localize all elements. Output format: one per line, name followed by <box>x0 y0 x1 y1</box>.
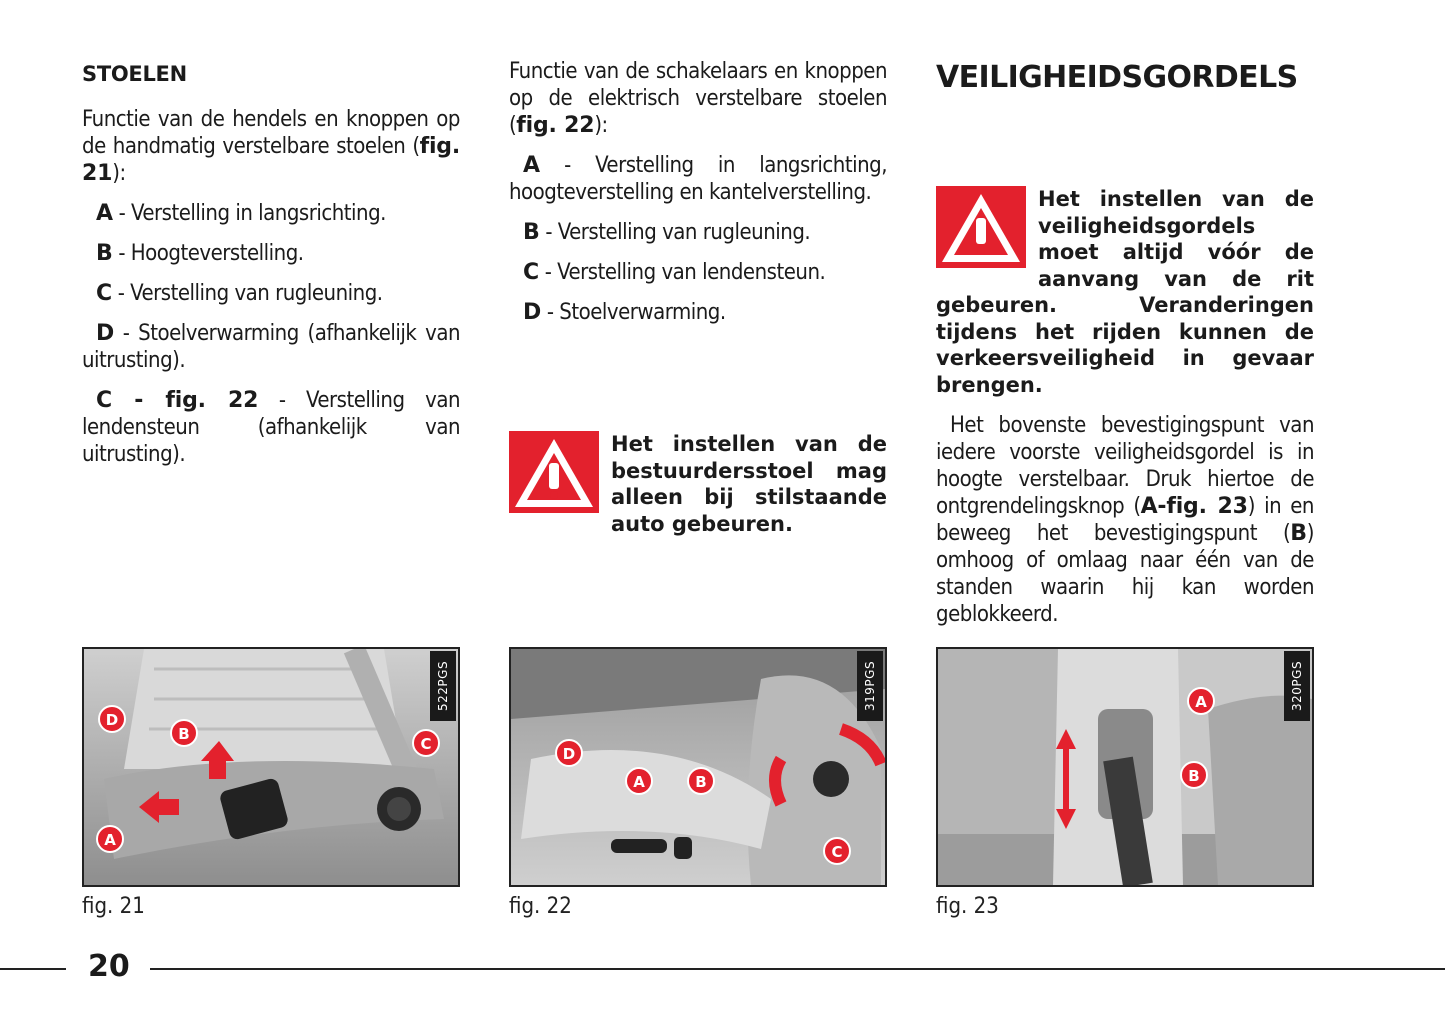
intro-text: Functie van de hendels en knoppen op de handmatig verstelbare stoelen ( <box>82 107 460 159</box>
body-text: Het bovenste bevestigingspunt van iedere voorste veiligheidsgordel is in hoogte verstelbaar. Druk hiertoe de ontgrendelingsknop ( <box>936 413 1314 519</box>
callout-b-icon <box>171 720 197 746</box>
callout-b-icon <box>1181 762 1207 788</box>
svg-text:D: D <box>562 745 576 763</box>
list-item <box>82 240 460 267</box>
column-veiligheidsgordels <box>936 58 1314 628</box>
column-stoelen-manual <box>82 58 460 468</box>
item-key: B <box>96 241 113 266</box>
warning-text: Het instellen van de veiligheidsgordels moet altijd vóór de aanvang van de rit gebeuren. Veranderingen tijdens het rijden kunnen de verkeersveiligheid in gevaar brengen. <box>936 187 1314 397</box>
figure-21-caption: fig. 21 <box>82 894 145 919</box>
item-text: - Verstelling in langsrichting, hoogteverstelling en kantelverstelling. <box>509 153 887 205</box>
intro-electric <box>509 58 887 139</box>
footer-rule-left <box>0 968 66 970</box>
section-heading-stoelen: STOELEN <box>82 62 187 86</box>
callout-d-icon <box>99 706 125 732</box>
warning-triangle-icon <box>509 431 599 513</box>
intro-manual <box>82 106 460 187</box>
svg-text:D: D <box>105 711 119 729</box>
figure-ref: fig. 21 <box>82 134 460 186</box>
figure-22-caption: fig. 22 <box>509 894 572 919</box>
list-item <box>509 152 887 206</box>
list-item <box>509 259 887 286</box>
body-text: ) in en beweeg het bevestigingspunt ( <box>936 494 1314 546</box>
svg-text:A: A <box>633 773 645 791</box>
item-text: - Verstelling van lendensteun (afhankelijk van uitrusting). <box>82 388 460 467</box>
figure-code: 522PGS <box>430 651 456 721</box>
item-text: - Verstelling in langsrichting. <box>112 201 386 226</box>
figure-23-caption: fig. 23 <box>936 894 999 919</box>
item-key: A <box>523 153 540 178</box>
figure-ref: A-fig. 23 <box>1140 494 1248 519</box>
item-key: B <box>523 220 540 245</box>
warning-text: Het instellen van de bestuurdersstoel mag alleen bij stilstaande auto gebeuren. <box>611 432 887 536</box>
list-item <box>509 219 887 246</box>
list-item <box>509 299 887 326</box>
warning-seat <box>509 431 887 537</box>
svg-text:C: C <box>420 735 432 753</box>
svg-text:C: C <box>831 843 843 861</box>
callout-a-icon <box>626 768 652 794</box>
arrow-icon <box>775 759 781 804</box>
figure-23-photo <box>936 647 1314 887</box>
figure-21-photo <box>82 647 460 887</box>
svg-text:B: B <box>695 773 707 791</box>
warning-triangle-icon <box>936 186 1026 268</box>
svg-text:B: B <box>1188 767 1200 785</box>
callout-c-icon <box>824 838 850 864</box>
callout-d-icon <box>556 740 582 766</box>
svg-text:B: B <box>178 725 190 743</box>
warning-belts <box>936 186 1314 398</box>
item-text: - Hoogteverstelling. <box>112 241 304 266</box>
list-item-extra <box>82 387 460 468</box>
body-text: ) omhoog of omlaag naar één van de standen waarin hij kan worden geblokkeerd. <box>936 521 1314 627</box>
figure-code: 319PGS <box>857 651 883 721</box>
footer-rule-right <box>150 968 1445 970</box>
item-key: C - fig. 22 <box>96 388 259 413</box>
item-key: C <box>523 260 539 285</box>
item-key: D <box>523 300 542 325</box>
item-key: A <box>96 201 113 226</box>
intro-text: Functie van de schakelaars en knoppen op de elektrisch verstelbare stoelen ( <box>509 59 887 138</box>
callout-ref: B <box>1290 521 1307 546</box>
item-text: - Stoelverwarming. <box>541 300 726 325</box>
figure-code: 320PGS <box>1284 651 1310 721</box>
item-key: C <box>96 281 112 306</box>
callout-b-icon <box>688 768 714 794</box>
callout-a-icon <box>97 826 123 852</box>
list-item <box>82 280 460 307</box>
svg-text:A: A <box>104 831 116 849</box>
page-number: 20 <box>88 949 130 984</box>
section-heading-gordels: VEILIGHEIDSGORDELS <box>936 60 1298 95</box>
intro-text-end: ): <box>594 113 608 138</box>
list-item <box>82 320 460 374</box>
body-gordels <box>936 412 1314 628</box>
item-text: - Verstelling van rugleuning. <box>539 220 811 245</box>
figure-22-photo <box>509 647 887 887</box>
figure-ref: fig. 22 <box>516 113 595 138</box>
item-text: - Verstelling van rugleuning. <box>111 281 383 306</box>
item-text: - Stoelverwarming (afhankelijk van uitrusting). <box>82 321 460 373</box>
list-item <box>82 200 460 227</box>
callout-a-icon <box>1188 688 1214 714</box>
item-key: D <box>96 321 115 346</box>
callout-c-icon <box>413 730 439 756</box>
item-text: - Verstelling van lendensteun. <box>538 260 826 285</box>
intro-text-end: ): <box>112 161 126 186</box>
column-stoelen-electric <box>509 58 887 537</box>
svg-text:A: A <box>1195 693 1207 711</box>
